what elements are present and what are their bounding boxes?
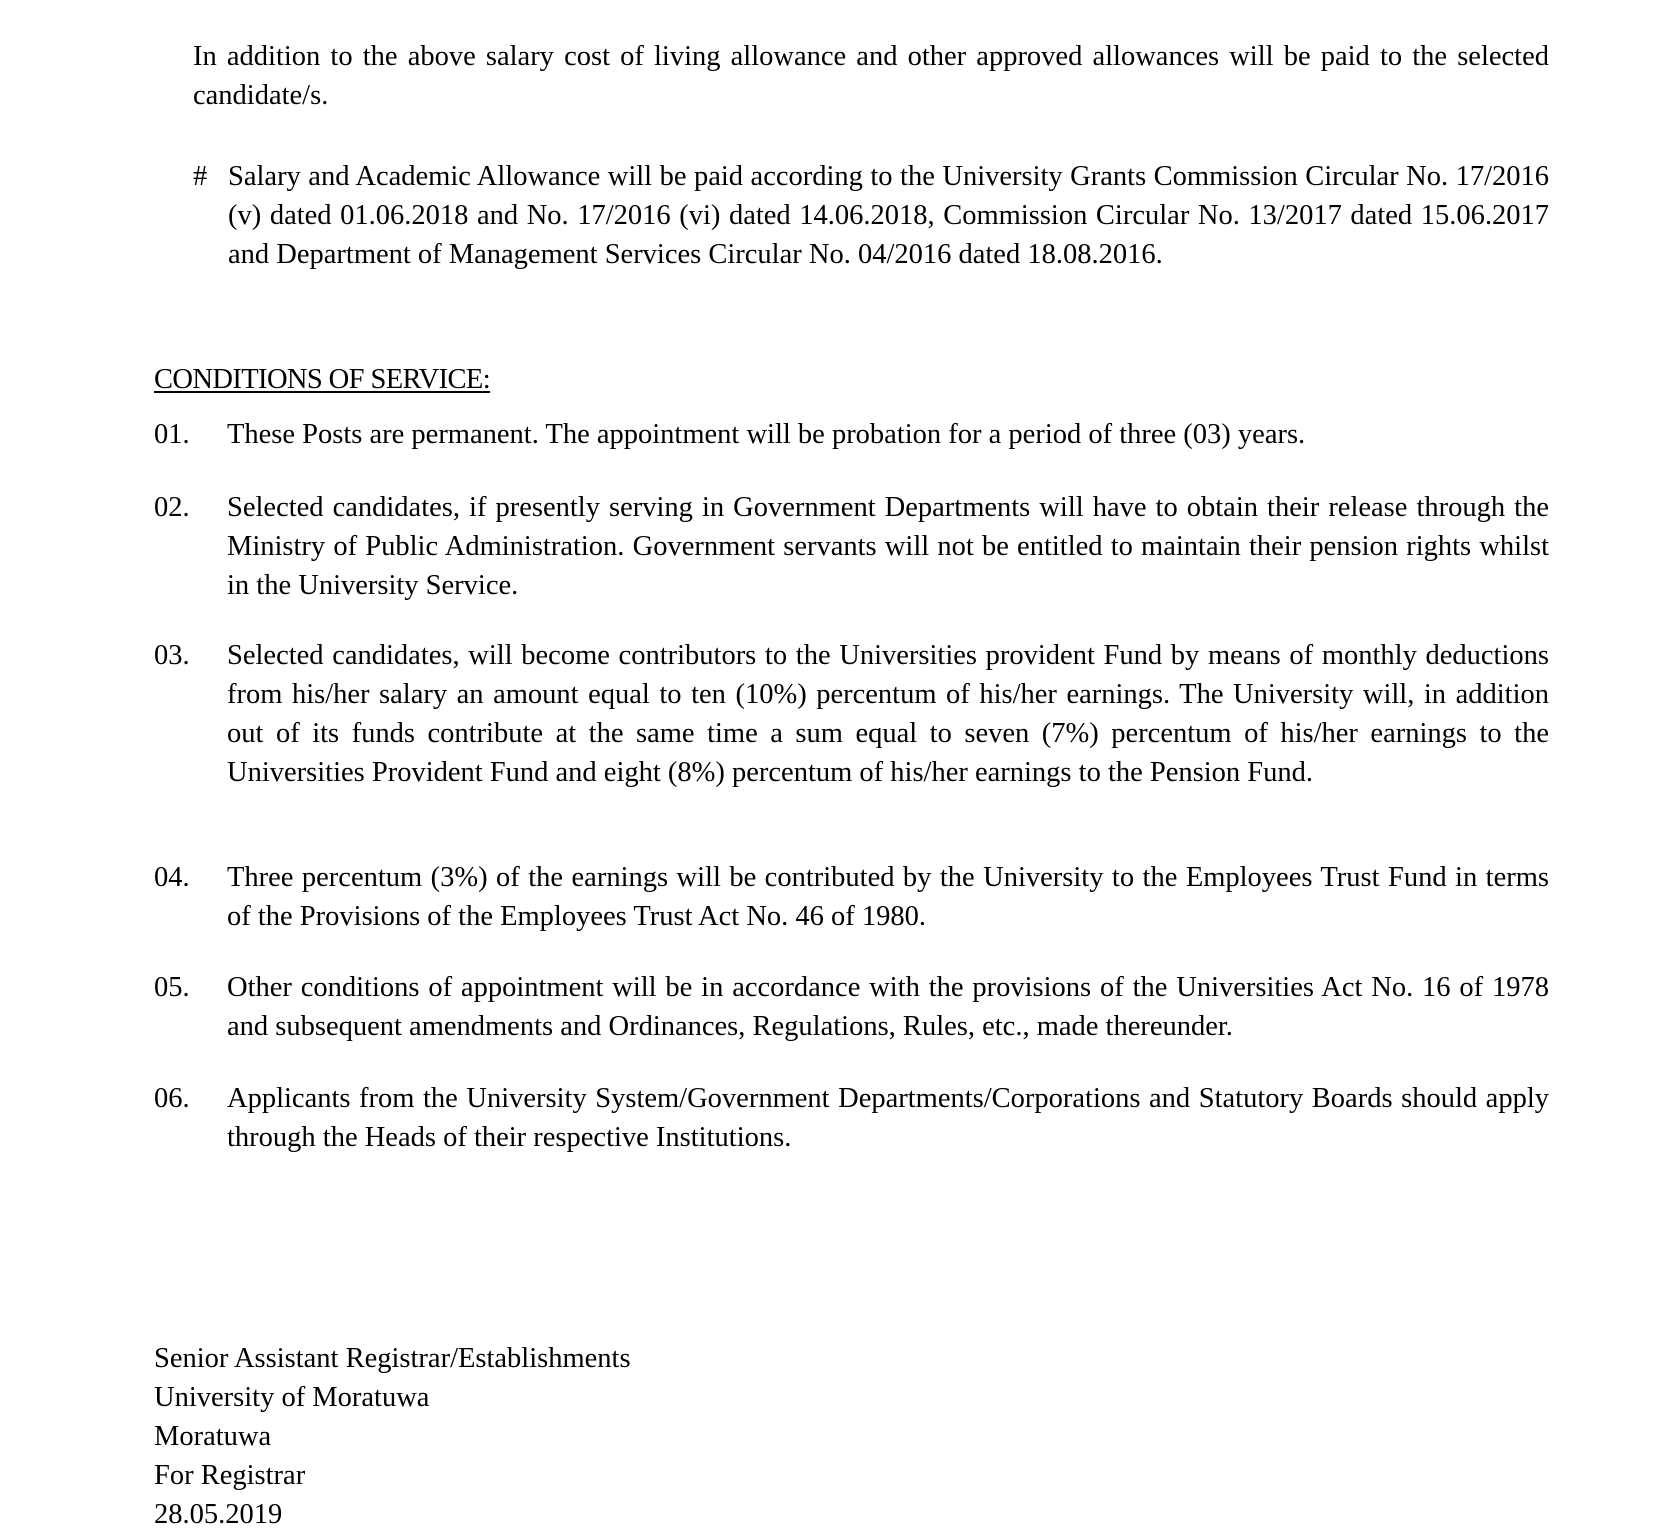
note-marker: # bbox=[193, 161, 208, 192]
condition-number: 04. bbox=[154, 862, 190, 893]
signatory-title: Senior Assistant Registrar/Establishments bbox=[154, 1343, 631, 1374]
note-text: Salary and Academic Allowance will be paid according to the University Grants Commission Circular No. 17/2016 (v) dated 01.06.2018 and No. 17/2016 (vi) dated 14.06.2018, Commission Circular No. 13/2017 dated 15.06.2017 and Department of Management Services Circular No. 04/2016 dated 18.08.2016. bbox=[228, 161, 1549, 270]
condition-item-04 bbox=[154, 858, 1549, 936]
condition-item-05 bbox=[154, 968, 1549, 1046]
intro-text: In addition to the above salary cost of living allowance and other approved allowances will be paid to the selected candidate/s. bbox=[193, 41, 1549, 111]
salary-note bbox=[193, 157, 1549, 274]
condition-number: 01. bbox=[154, 419, 190, 450]
condition-text: Applicants from the University System/Government Departments/Corporations and Statutory Boards should apply through the Heads of their respective Institutions. bbox=[227, 1083, 1549, 1153]
conditions-heading bbox=[154, 360, 490, 399]
condition-number: 06. bbox=[154, 1083, 190, 1114]
signatory-location: Moratuwa bbox=[154, 1421, 272, 1452]
conditions-heading-text: CONDITIONS OF SERVICE bbox=[154, 364, 483, 395]
condition-text: Other conditions of appointment will be in accordance with the provisions of the Universities Act No. 16 of 1978 and subsequent amendments and Ordinances, Regulations, Rules, etc., made thereunder. bbox=[227, 972, 1549, 1042]
condition-text: Selected candidates, if presently serving in Government Departments will have to obtain their release through the Ministry of Public Administration. Government servants will not be entitled to maintain their pension rights whilst in the University Service. bbox=[227, 492, 1549, 601]
condition-text: Three percentum (3%) of the earnings will be contributed by the University to the Employees Trust Fund in terms of the Provisions of the Employees Trust Act No. 46 of 1980. bbox=[227, 862, 1549, 932]
condition-item-01 bbox=[154, 415, 1549, 454]
condition-number: 03. bbox=[154, 640, 190, 671]
conditions-heading-colon: : bbox=[482, 364, 491, 395]
condition-item-02 bbox=[154, 488, 1549, 605]
condition-item-06 bbox=[154, 1079, 1549, 1157]
condition-text: These Posts are permanent. The appointment will be probation for a period of three (03) years. bbox=[227, 419, 1306, 450]
signature-block bbox=[154, 1339, 631, 1534]
signatory-on-behalf: For Registrar bbox=[154, 1460, 306, 1491]
signature-date: 28.05.2019 bbox=[154, 1499, 283, 1530]
condition-number: 02. bbox=[154, 492, 190, 523]
condition-text: Selected candidates, will become contributors to the Universities provident Fund by means of monthly deductions from his/her salary an amount equal to ten (10%) percentum of his/her earnings. The University will, in addition out of its funds contribute at the same time a sum equal to seven (7%) percentum of his/her earnings to the Universities Provident Fund and eight (8%) percentum of his/her earnings to the Pension Fund. bbox=[227, 640, 1549, 788]
signatory-organization: University of Moratuwa bbox=[154, 1382, 430, 1413]
condition-item-03 bbox=[154, 636, 1549, 792]
intro-paragraph bbox=[193, 37, 1549, 115]
condition-number: 05. bbox=[154, 972, 190, 1003]
